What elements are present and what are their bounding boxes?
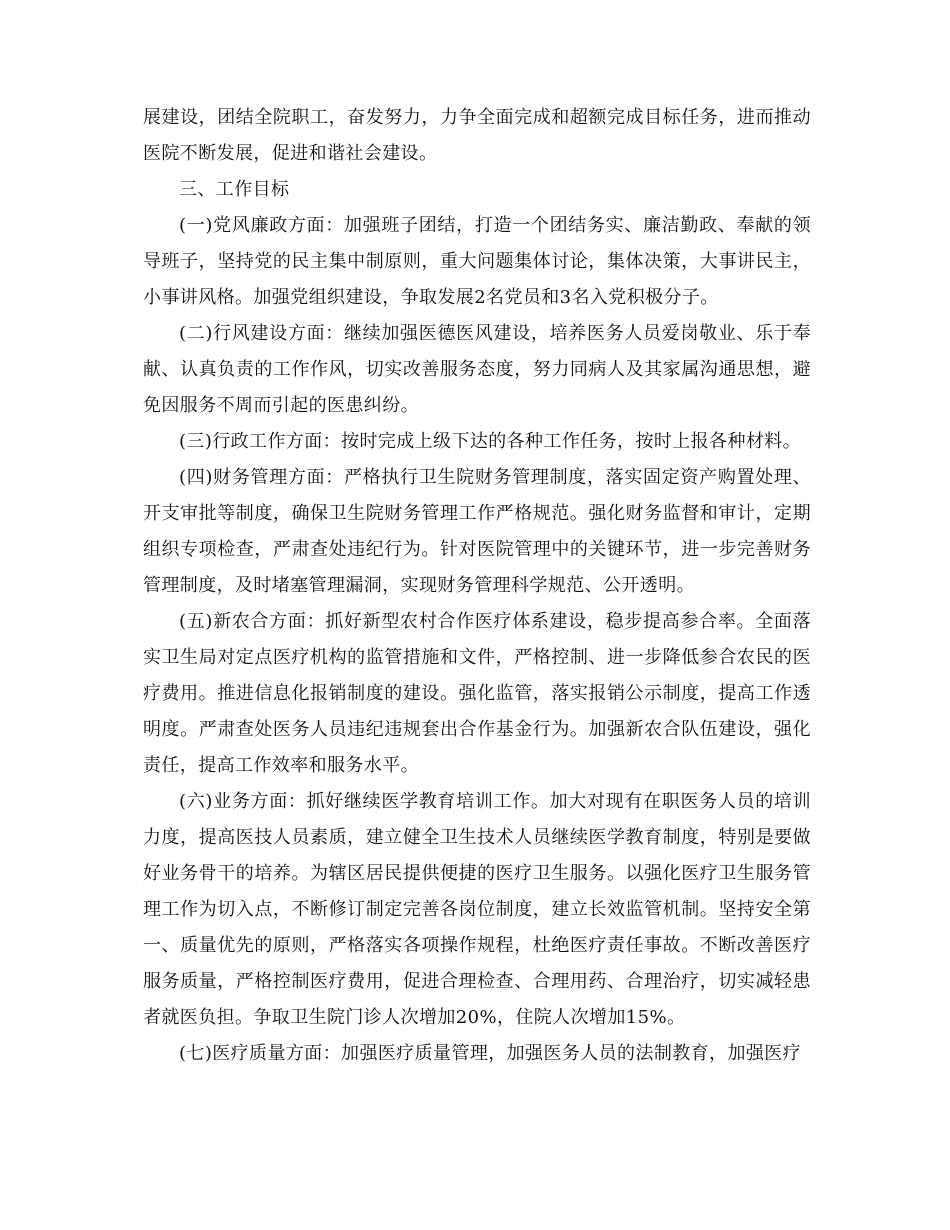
- paragraph-finance: (四)财务管理方面：严格执行卫生院财务管理制度，落实固定资产购置处理、开支审批等制度，确保卫生院财务管理工作严格规范。强化财务监督和审计，定期组织专项检查，严肃查处违纪行为。针对医院管理中的关键环节，进一步完善财务管理制度，及时堵塞管理漏洞，实现财务管理科学规范、公开透明。: [143, 467, 811, 596]
- paragraph-medical-quality: (七)医疗质量方面：加强医疗质量管理，加强医务人员的法制教育，加强医疗: [179, 1043, 802, 1064]
- paragraph-rural-cooperative: (五)新农合方面：抓好新型农村合作医疗体系建设，稳步提高参合率。全面落实卫生局对定点医疗机构的监管措施和文件，严格控制、进一步降低参合农民的医疗费用。推进信息化报销制度的建设。强化监管，落实报销公示制度，提高工作透明度。严肃查处医务人员违纪违规套出合作基金行为。加强新农合队伍建设，强化责任，提高工作效率和服务水平。: [143, 611, 811, 776]
- paragraph-continuation: 展建设，团结全院职工，奋发努力，力争全面完成和超额完成目标任务，进而推动医院不断发展，促进和谐社会建设。: [143, 107, 811, 164]
- paragraph-party-integrity: (一)党风廉政方面：加强班子团结，打造一个团结务实、廉洁勤政、奉献的领导班子，坚持党的民主集中制原则，重大问题集体讨论，集体决策，大事讲民主，小事讲风格。加强党组织建设，争取发展2名党员和3名入党积极分子。: [143, 215, 811, 308]
- document-body: [143, 100, 811, 1072]
- section-heading: 三、工作目标: [179, 179, 290, 200]
- paragraph-conduct: (二)行风建设方面：继续加强医德医风建设，培养医务人员爱岗敬业、乐于奉献、认真负责的工作作风，切实改善服务态度，努力同病人及其家属沟通思想，避免因服务不周而引起的医患纠纷。: [143, 323, 811, 416]
- paragraph-business: (六)业务方面：抓好继续医学教育培训工作。加大对现有在职医务人员的培训力度，提高医技人员素质，建立健全卫生技术人员继续医学教育制度，特别是要做好业务骨干的培养。为辖区居民提供便捷的医疗卫生服务。以强化医疗卫生服务管理工作为切入点，不断修订制定完善各岗位制度，建立长效监管机制。坚持安全第一、质量优先的原则，严格落实各项操作规程，杜绝医疗责任事故。不断改善医疗服务质量，严格控制医疗费用，促进合理检查、合理用药、合理治疗，切实减轻患者就医负担。争取卫生院门诊人次增加20%，住院人次增加15%。: [143, 791, 811, 1028]
- paragraph-administration: (三)行政工作方面：按时完成上级下达的各种工作任务，按时上报各种材料。: [179, 431, 802, 452]
